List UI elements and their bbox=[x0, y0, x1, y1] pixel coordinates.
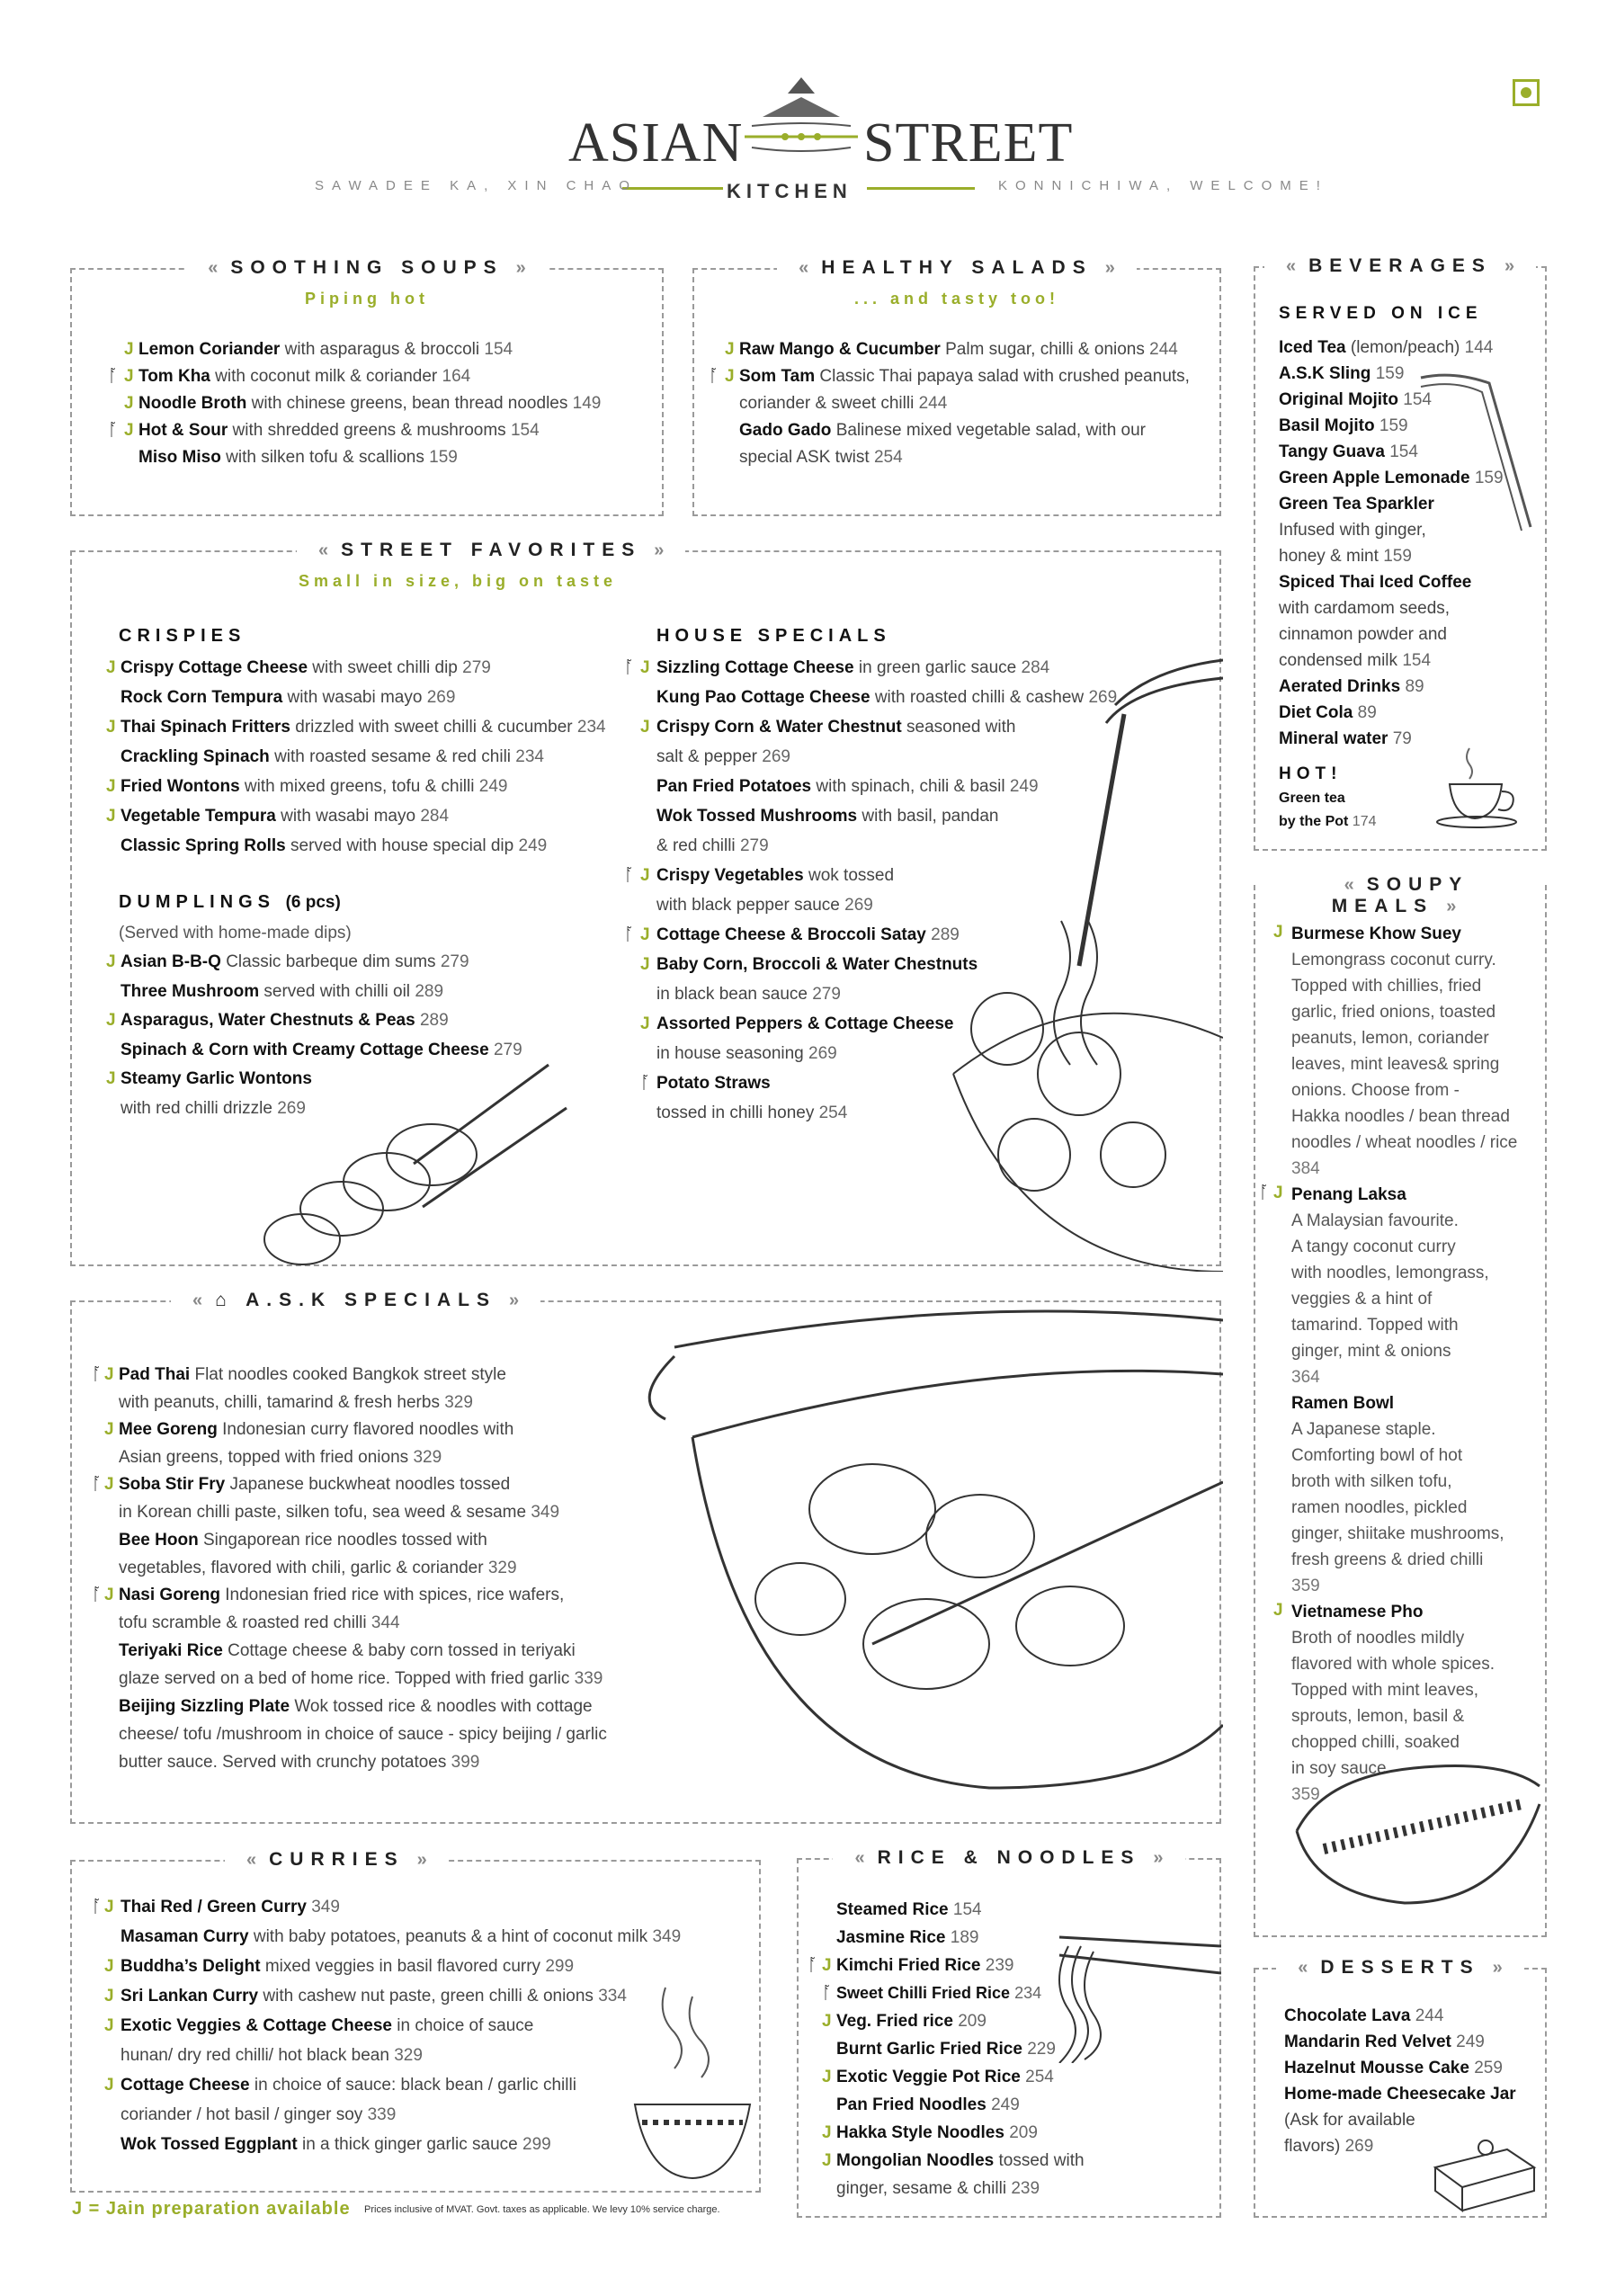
beverage-item: Tangy Guava 154 bbox=[1279, 442, 1418, 461]
menu-item-cont: with black pepper sauce 269 bbox=[656, 896, 873, 915]
beverage-item: Diet Cola 89 bbox=[1279, 703, 1377, 722]
menu-item: Bee Hoon Singaporean rice noodles tossed with bbox=[119, 1531, 487, 1550]
hot-heading: HOT! bbox=[1279, 764, 1343, 783]
soupy-item: Vietnamese Pho bbox=[1291, 1603, 1424, 1621]
desserts-section bbox=[1254, 1957, 1547, 2218]
menu-item: Lemon Coriander with asparagus & broccoli 154 bbox=[138, 340, 513, 359]
crispies-heading: CRISPIES bbox=[119, 626, 246, 646]
salads-header: « HEALTHY SALADS » bbox=[694, 257, 1219, 279]
menu-item-cont: coriander & sweet chilli 244 bbox=[739, 394, 948, 413]
menu-item-cont: & red chilli 279 bbox=[656, 836, 769, 855]
pagoda-logo-icon bbox=[736, 74, 867, 164]
beverage-desc: with cardamom seeds, bbox=[1279, 599, 1451, 618]
salads-subtitle: ... and tasty too! bbox=[853, 290, 1059, 308]
menu-item: Raw Mango & Cucumber Palm sugar, chilli & onions 244 bbox=[739, 340, 1178, 359]
menu-item-cont: ginger, sesame & chilli 239 bbox=[836, 2179, 1040, 2198]
menu-item: Mongolian Noodles tossed with bbox=[836, 2151, 1085, 2170]
menu-item: Exotic Veggies & Cottage Cheese in choice of sauce bbox=[121, 2016, 534, 2035]
teacup-icon bbox=[1433, 743, 1532, 829]
beverage-item: Iced Tea (lemon/peach) 144 bbox=[1279, 338, 1494, 357]
dumplings-chopsticks-illustration bbox=[252, 1056, 665, 1268]
menu-item: Crispy Vegetables wok tossed bbox=[656, 866, 895, 885]
menu-item: Hot & Sour with shredded greens & mushrooms 154 bbox=[138, 421, 540, 440]
veg-symbol-icon bbox=[1513, 79, 1540, 106]
desserts-header: « DESSERTS » bbox=[1255, 1957, 1545, 1979]
menu-item: Soba Stir Fry Japanese buckwheat noodles tossed bbox=[119, 1475, 511, 1494]
house-specials-heading: HOUSE SPECIALS bbox=[656, 626, 891, 646]
beverages-section bbox=[1254, 255, 1547, 851]
menu-item: Fried Wontons with mixed greens, tofu & chilli 249 bbox=[121, 777, 508, 796]
beverage-item: Basil Mojito 159 bbox=[1279, 416, 1408, 435]
menu-item: Chocolate Lava 244 bbox=[1284, 2006, 1444, 2025]
favorites-subtitle: Small in size, big on taste bbox=[299, 572, 618, 590]
menu-item: Classic Spring Rolls served with house special dip 249 bbox=[121, 836, 548, 855]
beverages-header: « BEVERAGES » bbox=[1255, 255, 1545, 277]
soupy-item: Penang Laksa bbox=[1291, 1185, 1406, 1204]
soup-bowl-illustration bbox=[1288, 1750, 1549, 1930]
menu-item: Kimchi Fried Rice 239 bbox=[836, 1956, 1014, 1975]
menu-item: Three Mushroom served with chilli oil 289 bbox=[121, 982, 444, 1001]
tagline-left: SAWADEE KA, XIN CHAO bbox=[315, 178, 638, 193]
menu-item-cont: salt & pepper 269 bbox=[656, 747, 790, 766]
hot-item: by the Pot 174 bbox=[1279, 814, 1377, 829]
soupy-title: SOUPY MEALS bbox=[1331, 874, 1469, 916]
menu-item-cont: Asian greens, topped with fried onions 329 bbox=[119, 1448, 442, 1467]
beverage-item: Spiced Thai Iced Coffee bbox=[1279, 573, 1472, 592]
menu-item: Mandarin Red Velvet 249 bbox=[1284, 2032, 1485, 2051]
brand-asian: ASIAN bbox=[568, 112, 744, 174]
menu-item: Hakka Style Noodles 209 bbox=[836, 2123, 1038, 2142]
chilli-icon: ᚪ bbox=[92, 1586, 103, 1604]
menu-item: Hazelnut Mousse Cake 259 bbox=[1284, 2059, 1503, 2077]
chilli-icon: ᚪ bbox=[709, 367, 719, 386]
soupy-meals-section bbox=[1254, 874, 1547, 1937]
desserts-title: DESSERTS bbox=[1320, 1957, 1480, 1978]
rice-header: « RICE & NOODLES » bbox=[799, 1847, 1219, 1869]
chilli-icon: ᚪ bbox=[92, 1365, 103, 1384]
beverage-desc: honey & mint 159 bbox=[1279, 547, 1412, 566]
noodles-chopsticks-illustration bbox=[1032, 1910, 1221, 2063]
menu-item: Gado Gado Balinese mixed vegetable salad, with our bbox=[739, 421, 1146, 440]
noodle-bowl-illustration bbox=[603, 1302, 1223, 1824]
beverage-item: Green Apple Lemonade 159 bbox=[1279, 469, 1504, 487]
soupy-header: « SOUPY MEALS » bbox=[1255, 874, 1545, 917]
chilli-icon: ᚪ bbox=[1259, 1184, 1270, 1202]
menu-item: Masaman Curry with baby potatoes, peanuts & a hint of coconut milk 349 bbox=[121, 1927, 682, 1946]
specials-title: A.S.K SPECIALS bbox=[246, 1290, 496, 1310]
menu-item-cont: tofu scramble & roasted red chilli 344 bbox=[119, 1613, 400, 1632]
chilli-icon: ᚪ bbox=[108, 421, 119, 440]
rice-noodles-section: « RICE & NOODLES » Steamed Rice 154 Jasmine Rice 189 ᚪ J Kimchi Fried Rice 239 ᚪ Sweet Chilli Fried Rice 234 J Veg. Fried rice 209 Burnt Garlic Fried Rice 229 J Exotic Veggie Pot Rice 254 Pan Fried Noodles 249 J Hakka Style Noodles 209 J Mongolian Noodles tossed with ginger, sesame & chilli 239 bbox=[797, 1858, 1221, 2218]
menu-item: Beijing Sizzling Plate Wok tossed rice & noodles with cottage bbox=[119, 1697, 593, 1716]
soupy-list: J Burmese Khow Suey Lemongrass coconut curry. Topped with chillies, fried garlic, fried onions, toasted peanuts, lemon, coriander leaves, mint leaves& spring onions. Choose from - Hakka noodles / bean thread noodles / wheat noodles / rice 384 ᚪ J Penang Laksa A Malaysian favourite. A tangy coconut curry with noodles, lemongrass, veggies & a hint of tamarind. Topped with ginger, mint & onions 364 Ramen Bowl A Japanese staple. Comforting bowl of hot broth with silken tofu, ramen noodles, pickled ginger, shiitake mushrooms, fresh greens & dried chilli 359 J Vietnamese Pho Broth of noodles mildly flavored with whole spices. Topped with mint leaves, sprouts, lemon, basil & chopped chilli, soaked in soy sauce 359 bbox=[1259, 923, 1518, 1804]
menu-item: Burnt Garlic Fried Rice 229 bbox=[836, 2040, 1056, 2059]
pagoda-small-icon: ⌂ bbox=[215, 1290, 234, 1310]
soups-section: « SOOTHING SOUPS » Piping hot J Lemon Coriander with asparagus & broccoli 154 ᚪ J Tom Kha with coconut milk & coriander 164 J Noodle Broth with chinese greens, bean thread noodles 149 ᚪ J Hot & Sour with shredded greens & mushrooms 154 Miso Miso with silken tofu & scallions 159 bbox=[70, 268, 664, 516]
menu-item: Thai Spinach Fritters drizzled with sweet chilli & cucumber 234 bbox=[121, 718, 606, 737]
beverage-item: Aerated Drinks 89 bbox=[1279, 677, 1424, 696]
menu-item: Steamy Garlic Wontons bbox=[121, 1069, 312, 1088]
menu-item: Sri Lankan Curry with cashew nut paste, green chilli & onions 334 bbox=[121, 1987, 627, 2006]
jain-legend: J = Jain preparation available bbox=[72, 2199, 351, 2219]
menu-item: Wok Tossed Eggplant in a thick ginger garlic sauce 299 bbox=[121, 2135, 551, 2154]
soupy-item: Burmese Khow Suey bbox=[1291, 925, 1461, 943]
menu-item: Veg. Fried rice 209 bbox=[836, 2012, 987, 2031]
menu-item: Wok Tossed Mushrooms with basil, pandan bbox=[656, 807, 999, 826]
menu-item: Cottage Cheese in choice of sauce: black bean / garlic chilli bbox=[121, 2076, 576, 2095]
menu-item: Tom Kha with coconut milk & coriander 164 bbox=[138, 367, 471, 386]
menu-item: Crispy Cottage Cheese with sweet chilli dip 279 bbox=[121, 658, 491, 677]
menu-item-cont: hunan/ dry red chilli/ hot black bean 329 bbox=[121, 2046, 423, 2065]
menu-item-cont: vegetables, flavored with chili, garlic & coriander 329 bbox=[119, 1559, 517, 1577]
chilli-icon: ᚪ bbox=[92, 1475, 103, 1494]
menu-item: Baby Corn, Broccoli & Water Chestnuts bbox=[656, 955, 978, 974]
menu-item: Rock Corn Tempura with wasabi mayo 269 bbox=[121, 688, 456, 707]
chilli-icon: ᚪ bbox=[822, 1984, 833, 2003]
soups-header: « SOOTHING SOUPS » bbox=[72, 257, 662, 279]
chilli-icon: ᚪ bbox=[92, 1898, 103, 1916]
menu-item-cont: butter sauce. Served with crunchy potatoes 399 bbox=[119, 1753, 480, 1772]
menu-item: Buddha’s Delight mixed veggies in basil flavored curry 299 bbox=[121, 1957, 575, 1976]
menu-item-cont: flavors) 269 bbox=[1284, 2137, 1374, 2156]
soups-subtitle: Piping hot bbox=[305, 290, 429, 308]
menu-item-cont: tossed in chilli honey 254 bbox=[656, 1103, 848, 1122]
ask-specials-section: « ⌂ A.S.K SPECIALS » ᚪ J Pad Thai Flat noodles cooked Bangkok street style with peanuts, chilli, tamarind & fresh herbs 329 J Mee Goreng Indonesian curry flavored noodles with Asian greens, topped with fried onions 329 ᚪ J Soba Stir Fry Japanese buckwheat noodles tossed in Korean chilli paste, silken tofu, sea weed & sesame 349 Bee Hoon Singaporean rice noodles tossed with vegetables, flavored with chili, garlic & coriander 329 ᚪ J Nasi Goreng Indonesian fried rice with spices, rice wafers, tofu scramble & roasted red chilli 344 Teriyaki Rice Cottage cheese & baby corn tossed in teriyaki glaze served on a bed of home rice. Topped with fried garlic 339 Beijing Sizzling Plate Wok tossed rice & noodles with cottage cheese/ tofu /mushroom in choice of sauce - spicy beijing / garlic butter sauce. Served with crunchy potatoes 399 bbox=[70, 1300, 1221, 1824]
beverages-title: BEVERAGES bbox=[1308, 255, 1492, 276]
menu-item: Sweet Chilli Fried Rice 234 bbox=[836, 1984, 1042, 2002]
brand-kitchen: KITCHEN bbox=[727, 180, 853, 202]
beverage-item: Original Mojito 154 bbox=[1279, 390, 1432, 409]
beverage-desc: cinnamon powder and bbox=[1279, 625, 1447, 644]
straw-illustration bbox=[1417, 369, 1543, 540]
beverage-item: Mineral water 79 bbox=[1279, 729, 1412, 748]
menu-item-cont: glaze served on a bed of home rice. Topped with fried garlic 339 bbox=[119, 1669, 603, 1688]
menu-item: Jasmine Rice 189 bbox=[836, 1928, 979, 1947]
menu-item-cont: with peanuts, chilli, tamarind & fresh herbs 329 bbox=[119, 1393, 473, 1412]
curries-header: « CURRIES » bbox=[72, 1849, 759, 1871]
specials-header: « ⌂ A.S.K SPECIALS » bbox=[72, 1290, 1219, 1311]
menu-item: Asian B-B-Q Classic barbeque dim sums 279 bbox=[121, 952, 469, 971]
chilli-icon: ᚪ bbox=[624, 866, 635, 885]
menu-item: Miso Miso with silken tofu & scallions 159 bbox=[138, 448, 458, 467]
menu-item: Spinach & Corn with Creamy Cottage Cheese 279 bbox=[121, 1041, 522, 1059]
menu-item: Kung Pao Cottage Cheese with roasted chilli & cashew 269 bbox=[656, 688, 1118, 707]
beverage-desc: Infused with ginger, bbox=[1279, 521, 1426, 540]
brand-rule-right bbox=[867, 187, 975, 190]
menu-item-cont: with red chilli drizzle 269 bbox=[121, 1099, 306, 1118]
curries-section: « CURRIES » ᚪ J Thai Red / Green Curry 349 Masaman Curry with baby potatoes, peanuts & a hint of coconut milk 349 J Buddha’s Delight mixed veggies in basil flavored curry 299 J Sri Lankan Curry with cashew nut paste, green chilli & onions 334 J Exotic Veggies & Cottage Cheese in choice of sauce hunan/ dry red chilli/ hot black bean 329 J Cottage Cheese in choice of sauce: black bean / garlic chilli coriander / hot basil / ginger soy 339 Wok Tossed Eggplant in a thick ginger garlic sauce 299 bbox=[70, 1860, 761, 2193]
menu-item: Pad Thai Flat noodles cooked Bangkok street style bbox=[119, 1365, 506, 1384]
salads-title: HEALTHY SALADS bbox=[821, 257, 1093, 278]
chilli-icon: ᚪ bbox=[808, 1956, 818, 1975]
menu-item: Potato Straws bbox=[656, 1074, 771, 1093]
soupy-item: Ramen Bowl bbox=[1291, 1394, 1395, 1413]
menu-item: Nasi Goreng Indonesian fried rice with spices, rice wafers, bbox=[119, 1586, 565, 1604]
favorites-title: STREET FAVORITES bbox=[341, 540, 642, 560]
dumplings-note: (Served with home-made dips) bbox=[119, 924, 352, 943]
wok-vegetables-illustration bbox=[845, 651, 1223, 1272]
chilli-icon: ᚪ bbox=[640, 1074, 651, 1093]
beverage-item: Green Tea Sparkler bbox=[1279, 495, 1434, 514]
menu-item-cont: special ASK twist 254 bbox=[739, 448, 903, 467]
menu-item: Teriyaki Rice Cottage cheese & baby corn tossed in teriyaki bbox=[119, 1641, 576, 1660]
menu-item: Assorted Peppers & Cottage Cheese bbox=[656, 1014, 954, 1033]
brand-street: STREET bbox=[863, 112, 1074, 174]
rice-title: RICE & NOODLES bbox=[877, 1847, 1141, 1868]
hot-item: Green tea bbox=[1279, 791, 1345, 806]
curry-bowl-illustration bbox=[629, 1979, 755, 2185]
menu-item: Sizzling Cottage Cheese in green garlic sauce 284 bbox=[656, 658, 1050, 677]
menu-item-cont: in house seasoning 269 bbox=[656, 1044, 837, 1063]
menu-item: Pan Fried Potatoes with spinach, chili & basil 249 bbox=[656, 777, 1039, 796]
beverage-desc: condensed milk 154 bbox=[1279, 651, 1432, 670]
menu-item-cont: (Ask for available bbox=[1284, 2111, 1415, 2130]
pricing-terms: Prices inclusive of MVAT. Govt. taxes as applicable. We levy 10% service charge. bbox=[364, 2204, 720, 2215]
favorites-header: « STREET FAVORITES » bbox=[72, 540, 1219, 561]
curries-title: CURRIES bbox=[269, 1849, 405, 1870]
chilli-icon: ᚪ bbox=[108, 367, 119, 386]
menu-item: Steamed Rice 154 bbox=[836, 1900, 982, 1919]
beverage-item: A.S.K Sling 159 bbox=[1279, 364, 1405, 383]
menu-item: Noodle Broth with chinese greens, bean thread noodles 149 bbox=[138, 394, 602, 413]
served-on-ice-heading: SERVED ON ICE bbox=[1279, 304, 1483, 323]
salads-section: « HEALTHY SALADS » ... and tasty too! J Raw Mango & Cucumber Palm sugar, chilli & onions 244 ᚪ J Som Tam Classic Thai papaya salad with crushed peanuts, coriander & sweet chilli 244 Gado Gado Balinese mixed vegetable salad, with our special ASK twist 254 bbox=[692, 268, 1221, 516]
menu-item: Mee Goreng Indonesian curry flavored noodles with bbox=[119, 1420, 514, 1439]
menu-item: Exotic Veggie Pot Rice 254 bbox=[836, 2068, 1054, 2086]
menu-item-cont: coriander / hot basil / ginger soy 339 bbox=[121, 2105, 397, 2124]
menu-item: Asparagus, Water Chestnuts & Peas 289 bbox=[121, 1011, 449, 1030]
cake-slice-illustration bbox=[1426, 2104, 1543, 2212]
menu-item-cont: cheese/ tofu /mushroom in choice of sauce - spicy beijing / garlic bbox=[119, 1725, 607, 1744]
chilli-icon: ᚪ bbox=[624, 658, 635, 677]
menu-item: Cottage Cheese & Broccoli Satay 289 bbox=[656, 925, 960, 944]
menu-item: Crackling Spinach with roasted sesame & red chili 234 bbox=[121, 747, 544, 766]
street-favorites-section: « STREET FAVORITES » Small in size, big on taste CRISPIES J Crispy Cottage Cheese with sweet chilli dip 279 Rock Corn Tempura with wasabi mayo 269 J Thai Spinach Fritters drizzled with sweet chilli & cucumber 234 Crackling Spinach with roasted sesame & red chili 234 J Fried Wontons with mixed greens, tofu & chilli 249 J Vegetable Tempura with wasabi mayo 284 Classic Spring Rolls served with house special dip 249 DUMPLINGS (6 pcs) (Served with home-made dips) J Asian B-B-Q Classic barbeque dim sums 279 Three Mushroom served with chilli oil 289 J Asparagus, Water Chestnuts & Peas 289 Spinach & Corn with Creamy Cottage Cheese 279 J Steamy Garlic Wontons with red chilli drizzle 269 HOUSE SPECIALS ᚪ J Sizzling Cottage Cheese in green garlic sauce 284 Kung Pao Cottage Cheese with roasted chilli & cashew 269 J Crispy Corn & Water Chestnut seasoned with salt & pepper 269 Pan Fried Potatoes with spinach, chili & basil 249 Wok Tossed Mushrooms with basil, pandan & red chilli 279 ᚪ J Crispy Vegetables wok tossed with black pepper sauce 269 ᚪ J Cottage Cheese & Broccoli Satay 289 J Baby Corn, Broccoli & Water Chestnuts in black bean sauce 279 J Assorted Peppers & Cottage Cheese in house seasoning 269 ᚪ Potato Straws tossed in chilli honey 254 bbox=[70, 550, 1221, 1266]
menu-item: Crispy Corn & Water Chestnut seasoned with bbox=[656, 718, 1016, 737]
menu-item: Som Tam Classic Thai papaya salad with crushed peanuts, bbox=[739, 367, 1190, 386]
menu-item: Vegetable Tempura with wasabi mayo 284 bbox=[121, 807, 450, 826]
dumplings-heading: DUMPLINGS (6 pcs) bbox=[119, 892, 341, 912]
tagline-right: KONNICHIWA, WELCOME! bbox=[998, 178, 1328, 193]
soups-title: SOOTHING SOUPS bbox=[230, 257, 504, 278]
menu-item: Thai Red / Green Curry 349 bbox=[121, 1898, 340, 1916]
menu-item-cont: in Korean chilli paste, silken tofu, sea weed & sesame 349 bbox=[119, 1503, 560, 1522]
menu-item: Home-made Cheesecake Jar bbox=[1284, 2085, 1516, 2104]
menu-item: Pan Fried Noodles 249 bbox=[836, 2095, 1020, 2114]
chilli-icon: ᚪ bbox=[624, 925, 635, 944]
menu-item-cont: in black bean sauce 279 bbox=[656, 985, 841, 1004]
